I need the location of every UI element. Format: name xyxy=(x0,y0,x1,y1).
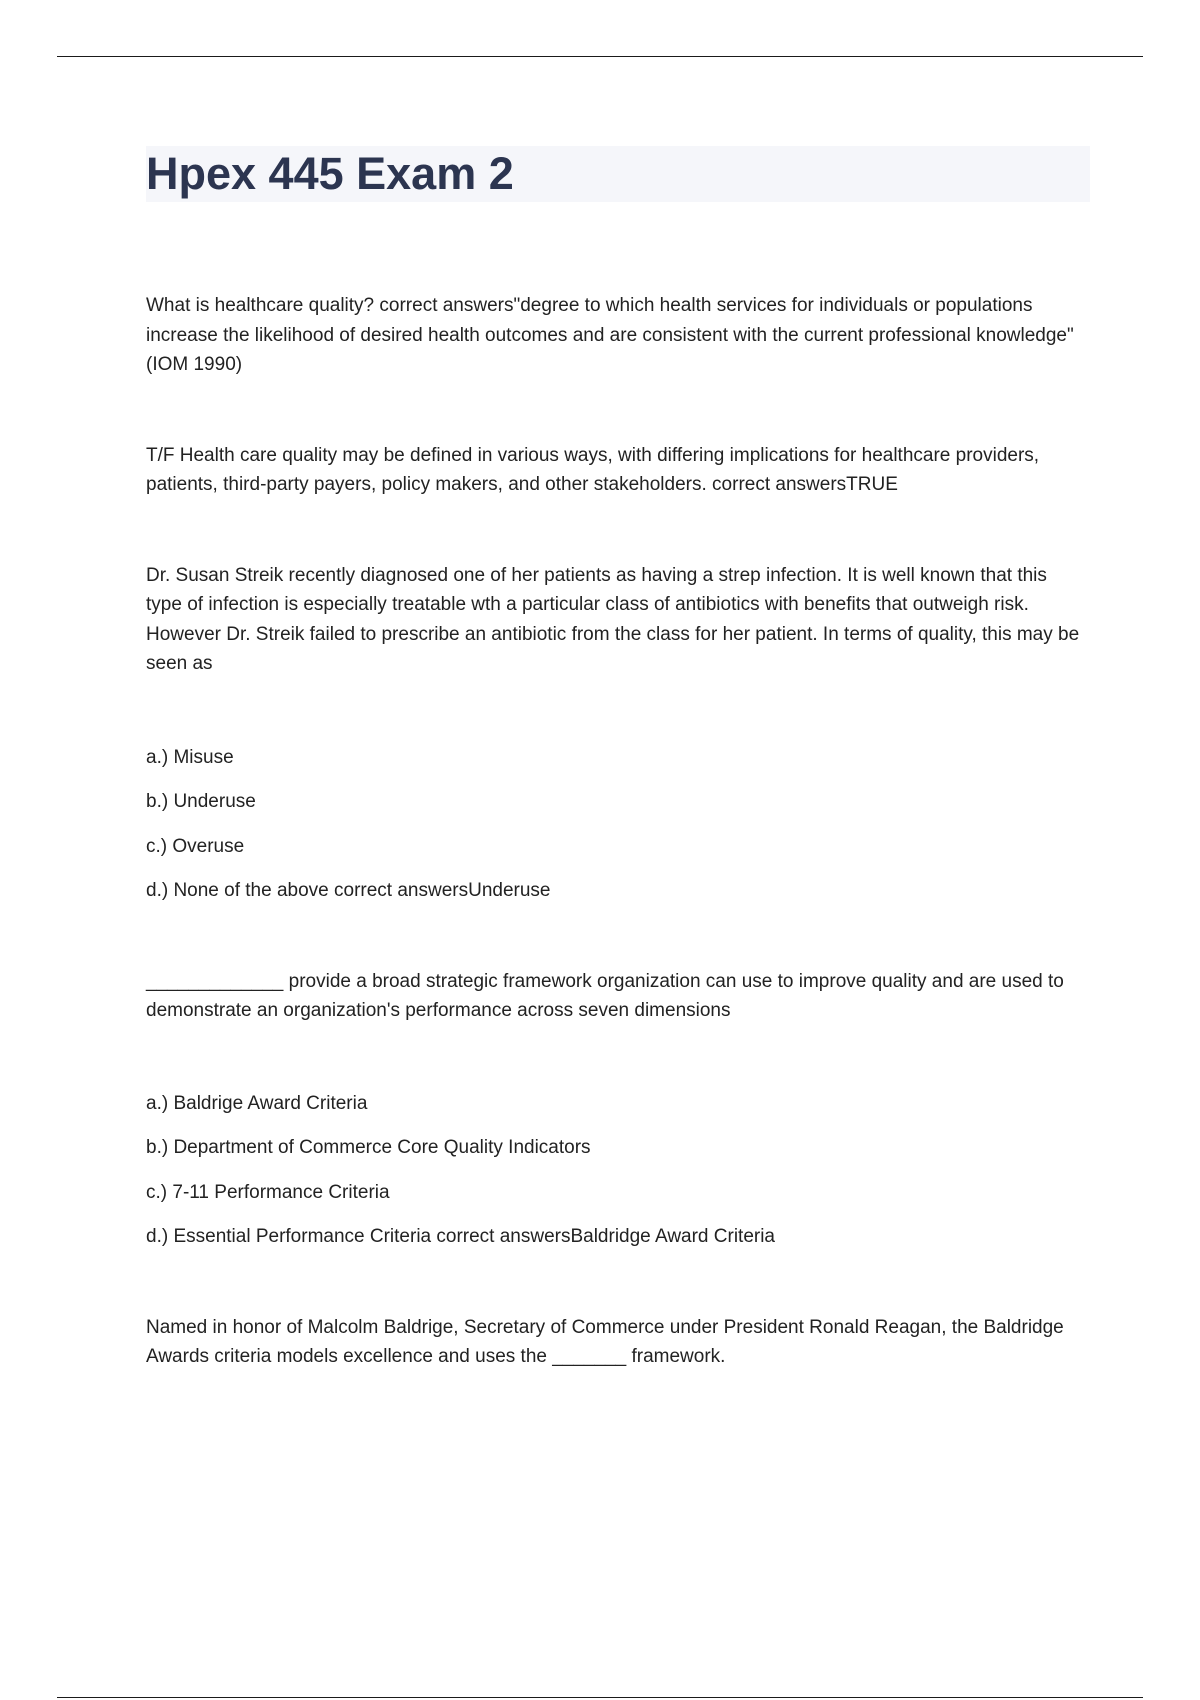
question-3-option-d: d.) None of the above correct answersUnderuse xyxy=(146,880,551,901)
question-4-option-a: a.) Baldrige Award Criteria xyxy=(146,1092,368,1114)
question-1-text: What is healthcare quality? correct answers"degree to which health services for individuals or populations increase the likelihood of desired health outcomes and are consistent with the current professional knowledge" (IOM 1990) xyxy=(146,295,1074,375)
question-3-option-a: a.) Misuse xyxy=(146,746,234,768)
question-4-option-c: c.) 7-11 Performance Criteria xyxy=(146,1181,390,1203)
document-title: Hpex 445 Exam 2 xyxy=(146,148,514,199)
question-4-option-b: b.) Department of Commerce Core Quality Indicators xyxy=(146,1137,591,1158)
question-4-text: _____________ provide a broad strategic framework organization can use to improve quality and are used to demonstrate an organization's performance across seven dimensions xyxy=(146,970,1064,1021)
question-3-option-b: b.) Underuse xyxy=(146,791,256,812)
bottom-divider xyxy=(57,1697,1143,1698)
question-4-option-d: d.) Essential Performance Criteria correct answersBaldridge Award Criteria xyxy=(146,1226,776,1247)
question-3-text: Dr. Susan Streik recently diagnosed one of her patients as having a strep infection. It is well known that this type of infection is especially treatable wth a particular class of antibiotics with benefits that outweigh risk. However Dr. Streik failed to prescribe an antibiotic from the class for her patient. In terms of quality, this may be seen as xyxy=(146,564,1080,674)
question-2-text: T/F Health care quality may be defined in various ways, with differing implications for healthcare providers, patients, third-party payers, policy makers, and other stakeholders. correct answersTRUE xyxy=(146,444,1040,495)
document-body xyxy=(146,291,1086,1372)
question-3-option-c: c.) Overuse xyxy=(146,835,245,857)
question-5-text: Named in honor of Malcolm Baldrige, Secretary of Commerce under President Ronald Reagan, the Baldridge Awards criteria models excellence and uses the _______ framework. xyxy=(146,1316,1064,1367)
top-divider xyxy=(57,56,1143,57)
